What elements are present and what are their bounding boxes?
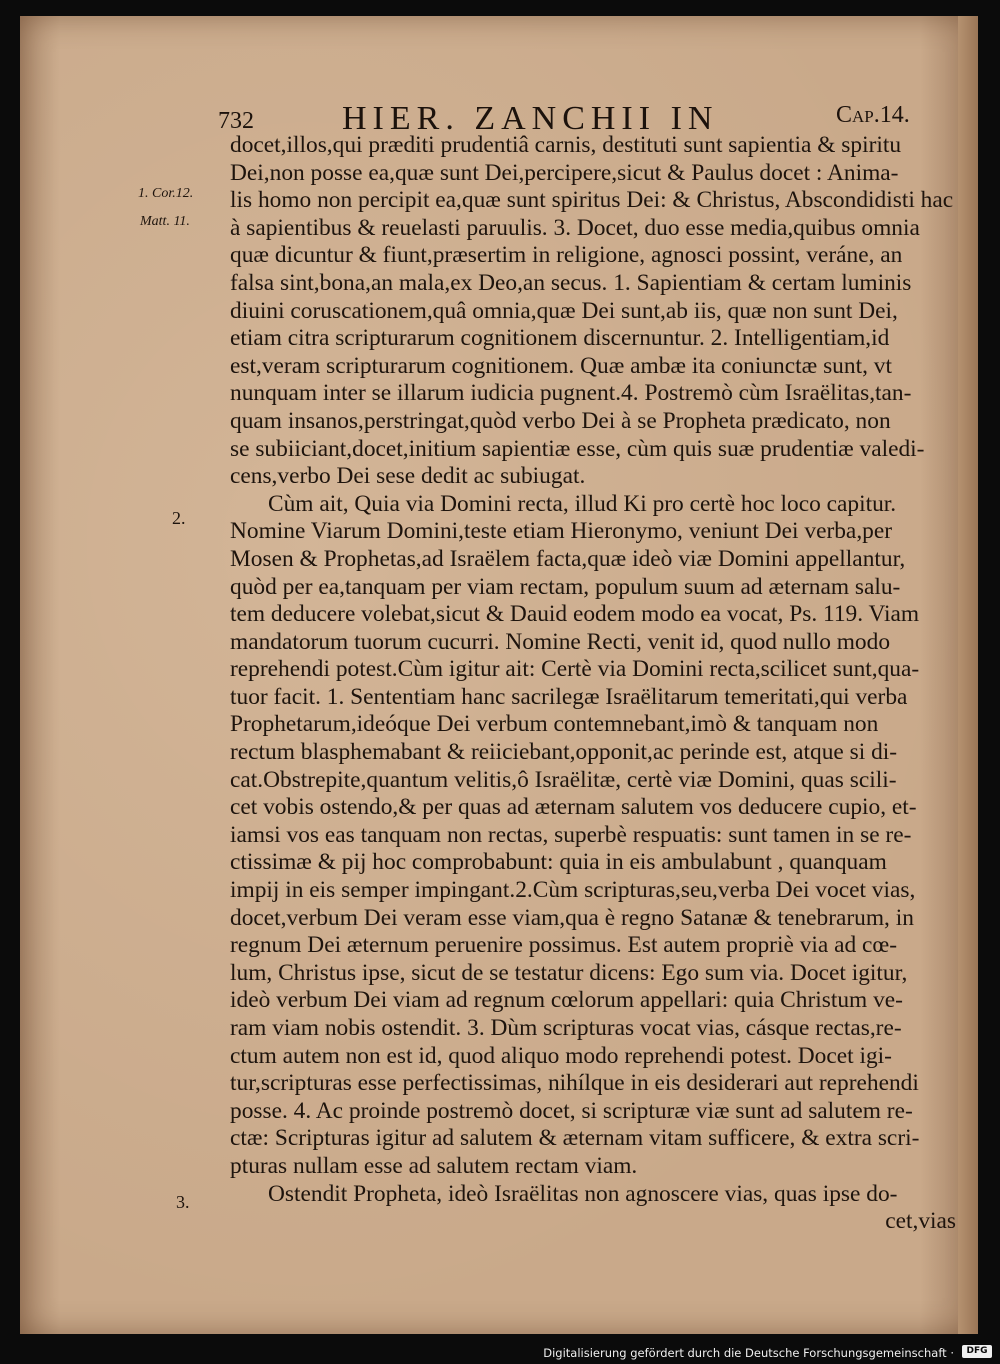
catchword: cet,vias [885, 1208, 956, 1235]
text-line: posse. 4. Ac proinde postremò docet, si scripturæ viæ sunt ad salutem re- [230, 1097, 913, 1124]
text-line: Nomine Viarum Domini,teste etiam Hieronymo, veniunt Dei verba,per [230, 518, 893, 545]
text-line: tur,scripturas esse perfectissimas, nihílque in eis desiderari aut reprehendi [230, 1070, 919, 1097]
text-line: reprehendi potest.Cùm igitur ait: Certè via Domini recta,scilicet sunt,qua- [230, 656, 920, 683]
text-line: ctum autem non est id, quod aliquo modo reprehendi potest. Docet igi- [230, 1042, 892, 1069]
text-line: quam insanos,perstringat,quòd verbo Dei à se Propheta prædicato, non [230, 407, 891, 434]
text-line: cens,verbo Dei sese dedit ac subiugat. [230, 463, 586, 490]
text-line: est,veram scripturarum cognitionem. Quæ ambæ ita coniunctæ sunt, vt [230, 352, 892, 379]
text-line: quæ dicuntur & fiunt,præsertim in religione, agnosci possint, veráne, an [230, 242, 903, 269]
text-line: ram viam nobis ostendit. 3. Dùm scripturas vocat vias, cásque rectas,re- [230, 1015, 902, 1041]
text-line: docet,verbum Dei veram esse viam,qua è regno Satanæ & tenebrarum, in [230, 904, 914, 931]
text-line: ideò verbum Dei viam ad regnum cœlorum appellari: quia Christum ve- [230, 987, 903, 1014]
text-line: lum, Christus ipse, sicut de se testatur dicens: Ego sum via. Docet igitur, [230, 959, 908, 986]
text-line: tem deducere volebat,sicut & Dauid eodem modo ea vocat, Ps. 119. Viam [230, 601, 920, 628]
text-line: lis homo non percipit ea,quæ sunt spiritus Dei: & Christus, Abscondidisti hac [230, 187, 954, 214]
running-header [20, 94, 978, 137]
text-line: impij in eis semper impingant.2.Cùm scripturas,seu,verba Dei vocet vias, [230, 877, 916, 904]
text-body [230, 132, 960, 1236]
margin-number-2: 2. [172, 508, 186, 528]
text-line: docet,illos,qui præditi prudentiâ carnis, destituti sunt sapientia & spiritu [230, 132, 902, 158]
text-line: Cùm ait, Quia via Domini recta, illud Ki pro certè hoc loco capitur. [268, 490, 897, 517]
text-line: nunquam inter se illarum iudicia pugnent.4. Postremò cùm Israëlitas,tan- [230, 380, 912, 407]
text-line: Dei,non posse ea,quæ sunt Dei,percipere,sicut & Paulus docet : Anima- [230, 159, 899, 186]
text-line: iamsi vos eas tanquam non rectas, superbè respuatis: sunt tamen in se re- [230, 821, 912, 848]
text-line: ctæ: Scripturas igitur ad salutem & æternam vitam sufficere, & extra scri- [230, 1125, 920, 1152]
running-title: HIER. ZANCHII IN [342, 100, 719, 137]
text-line: cet vobis ostendo,& per quas ad æternam salutem vos deducere cupio, et- [230, 794, 917, 821]
dfg-logo: DFG [962, 1345, 992, 1358]
text-line: falsa sint,bona,an mala,ex Deo,an secus. 1. Sapientiam & certam luminis [230, 269, 912, 296]
text-line: etiam citra scripturarum cognitionem discernuntur. 2. Intelligentiam,id [230, 325, 890, 352]
text-line: Prophetarum,ideóque Dei verbum contemnebant,imò & tanquam non [230, 711, 879, 738]
text-line: cat.Obstrepite,quantum velitis,ô Israëlitæ, certè viæ Domini, quas scili- [230, 766, 897, 793]
text-line: tuor facit. 1. Sententiam hanc sacrilegæ Israëlitarum temeritati,qui verba [230, 683, 908, 710]
text-line: regnum Dei æternum peruenire possimus. Est autem propriè via ad cœ- [230, 932, 898, 959]
margin-note-ref1: 1. Cor.12. [138, 186, 194, 201]
book-page [20, 16, 978, 1334]
page-number: 732 [218, 108, 254, 134]
text-line: diuini coruscationem,quâ omnia,quæ Dei sunt,ab iis, quæ non sunt Dei, [230, 297, 898, 324]
text-line: rectum blasphemabant & reiiciebant,opponit,ac perinde est, atque si di- [230, 739, 898, 766]
digitization-footer [0, 1340, 1000, 1364]
text-line: mandatorum tuorum cucurri. Nomine Recti, venit id, quod nullo modo [230, 628, 891, 655]
text-line: se subiiciant,docet,initium sapientiæ esse, cùm quis suæ prudentiæ valedi- [230, 435, 925, 462]
page-edge [958, 16, 978, 1334]
text-line: Mosen & Prophetas,ad Israëlem facta,quæ ideò viæ Domini appellantur, [230, 545, 906, 572]
chapter-label: Cap.14. [836, 102, 910, 128]
text-line: Ostendit Propheta, ideò Israëlitas non agnoscere vias, quas ipse do- [268, 1180, 898, 1207]
text-line: à sapientibus & reuelasti paruulis. 3. Docet, duo esse media,quibus omnia [230, 214, 920, 241]
text-line: pturas nullam esse ad salutem rectam viam. [230, 1152, 638, 1179]
text-line: ctissimæ & pij hoc comprobabunt: quia in eis ambulabunt , quanquam [230, 849, 887, 876]
margin-number-3: 3. [176, 1192, 190, 1212]
footer-credit: Digitalisierung gefördert durch die Deutsche Forschungsgemeinschaft · [543, 1346, 954, 1360]
text-line: quòd per ea,tanquam per viam rectam, populum suum ad æternam salu- [230, 573, 901, 600]
margin-note-ref2: Matt. 11. [140, 214, 190, 229]
